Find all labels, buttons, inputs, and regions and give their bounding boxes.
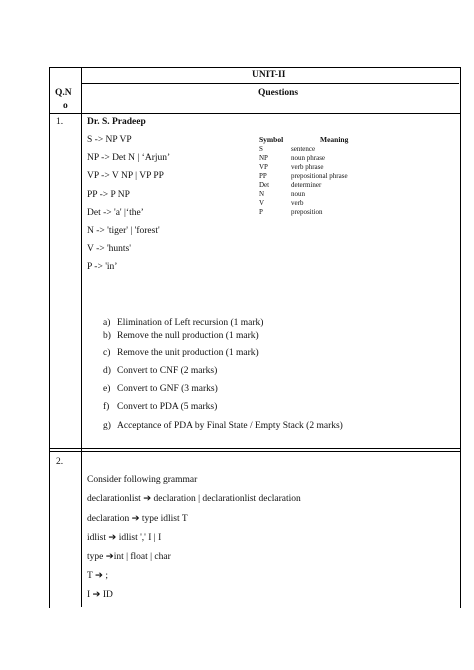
task-text: Convert to GNF (3 marks) <box>117 384 218 394</box>
meaning-cell: preposition <box>291 208 323 216</box>
meaning-cell: noun <box>291 190 305 198</box>
meaning-cell: verb phrase <box>291 163 324 171</box>
meaning-cell: noun phrase <box>291 154 326 162</box>
symbol-cell: PP <box>259 172 267 180</box>
row-divider-header-bottom <box>49 113 460 114</box>
qno-header: Q.N <box>55 88 72 98</box>
grammar-rule: declaration ➔ type idlist T <box>87 514 188 524</box>
task-label: g) <box>103 421 111 431</box>
symbol-cell: N <box>259 190 265 198</box>
meaning-cell: sentence <box>291 145 316 153</box>
grammar-rule: NP -> Det N | ‘Arjun’ <box>87 153 171 163</box>
grammar-rule: type ➔int | float | char <box>87 552 171 562</box>
symbol-cell: V <box>259 199 265 207</box>
grammar-rule: declarationlist ➔ declaration | declarationlist declaration <box>87 494 301 504</box>
task-label: d) <box>103 366 111 376</box>
task-text: Remove the unit production (1 mark) <box>117 348 259 358</box>
row-divider-q1-bottom <box>49 448 460 449</box>
grammar-rule: VP -> V NP | VP PP <box>87 171 164 181</box>
grammar-rule: N -> 'tiger' | 'forest' <box>87 226 160 236</box>
task-item <box>103 421 343 432</box>
task-label: c) <box>103 348 111 358</box>
grammar-rule: I ➔ ID <box>87 590 113 600</box>
grammar-rule: Det -> 'a' |‘the’ <box>87 208 144 218</box>
grammar-rule: S -> NP VP <box>87 135 132 145</box>
task-text: Elimination of Left recursion (1 mark) <box>117 318 264 328</box>
q1-number: 1. <box>56 117 64 127</box>
q1-author: Dr. S. Pradeep <box>87 117 146 127</box>
grammar-rule: PP -> P NP <box>87 190 130 200</box>
task-item <box>103 384 218 395</box>
task-item <box>103 366 217 377</box>
symbol-cell: Det <box>259 181 270 189</box>
task-label: e) <box>103 384 111 394</box>
task-item <box>103 318 263 329</box>
symbol-cell: P <box>259 208 263 216</box>
qno-header-2: o <box>63 101 68 111</box>
q2-intro: Consider following grammar <box>87 475 198 485</box>
task-text: Convert to CNF (2 marks) <box>117 366 218 376</box>
q2-number: 2. <box>56 457 64 467</box>
row-divider-header <box>81 83 459 84</box>
meaning-cell: determiner <box>291 181 322 189</box>
row-divider-q1-bottom-2 <box>49 451 460 452</box>
symbol-header: Symbol <box>259 135 284 144</box>
questions-header: Questions <box>258 88 299 98</box>
task-label: f) <box>103 402 110 412</box>
task-item <box>103 331 259 342</box>
symbol-cell: NP <box>259 154 268 162</box>
task-label: a) <box>103 318 111 328</box>
meaning-cell: verb <box>291 199 304 207</box>
unit-title: UNIT-II <box>252 70 286 80</box>
column-divider <box>81 67 82 607</box>
meaning-header: Meaning <box>320 135 349 144</box>
task-item <box>103 348 259 359</box>
grammar-rule: P -> 'in’ <box>87 262 118 272</box>
grammar-rule: V -> 'hunts' <box>87 244 131 254</box>
task-text: Acceptance of PDA by Final State / Empty Stack (2 marks) <box>117 421 343 431</box>
symbol-cell: S <box>259 145 263 153</box>
task-item <box>103 402 217 413</box>
meaning-cell: prepositional phrase <box>291 172 348 180</box>
symbol-cell: VP <box>259 163 268 171</box>
grammar-rule: T ➔ ; <box>87 571 108 581</box>
grammar-rule: idlist ➔ idlist ',' I | I <box>87 533 162 543</box>
task-text: Remove the null production (1 mark) <box>117 331 259 341</box>
task-text: Convert to PDA (5 marks) <box>117 402 218 412</box>
task-label: b) <box>103 331 111 341</box>
